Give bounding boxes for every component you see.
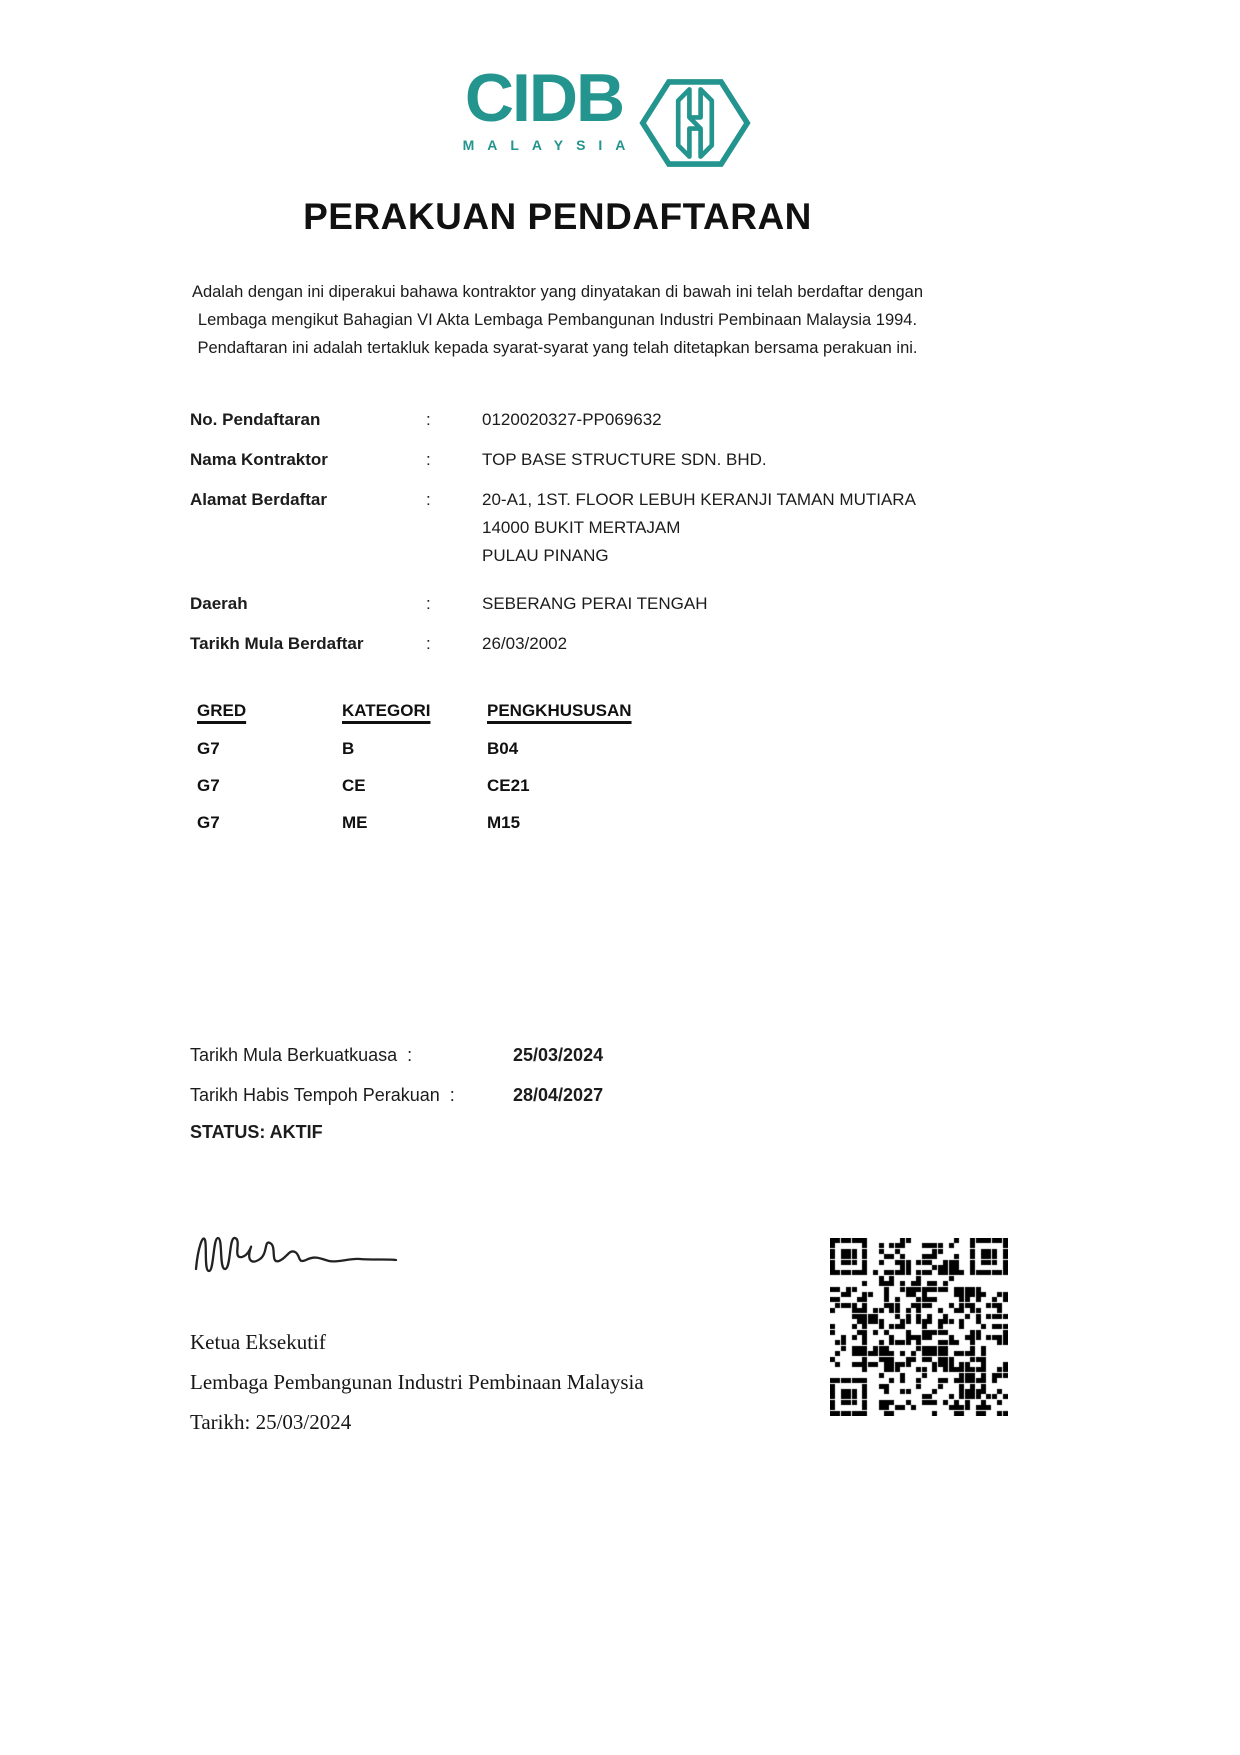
header-kategori: KATEGORI bbox=[342, 701, 431, 720]
header-gred: GRED bbox=[197, 701, 247, 720]
field-no-pendaftaran bbox=[190, 406, 1070, 434]
cidb-logo-text: CIDB bbox=[464, 60, 624, 136]
field-colon: : bbox=[426, 450, 431, 469]
cell-gred: G7 bbox=[197, 776, 220, 795]
field-nama-kontraktor bbox=[190, 446, 1070, 474]
intro-paragraph bbox=[0, 278, 1115, 362]
address-line-3: PULAU PINANG bbox=[482, 546, 609, 565]
field-label: Tarikh Mula Berdaftar bbox=[190, 634, 364, 653]
field-tarikh-habis-tempoh bbox=[190, 1080, 890, 1110]
footer-block bbox=[190, 1322, 644, 1442]
page-title: PERAKUAN PENDAFTARAN bbox=[303, 196, 812, 237]
cell-gred: G7 bbox=[197, 739, 220, 758]
table-row bbox=[197, 810, 897, 836]
field-label: No. Pendaftaran bbox=[190, 410, 321, 429]
field-alamat-berdaftar bbox=[190, 486, 1070, 570]
field-label: Nama Kontraktor bbox=[190, 450, 328, 469]
signature-scribble bbox=[190, 1228, 405, 1278]
field-value: TOP BASE STRUCTURE SDN. BHD. bbox=[482, 450, 767, 469]
field-label: Daerah bbox=[190, 594, 248, 613]
table-row bbox=[197, 736, 897, 762]
cidb-hexagon-icon bbox=[639, 76, 751, 170]
field-daerah bbox=[190, 590, 1070, 618]
table-row bbox=[197, 773, 897, 799]
header-pengkhususan: PENGKHUSUSAN bbox=[487, 701, 632, 720]
cell-kategori: B bbox=[342, 739, 355, 758]
status-badge: STATUS: AKTIF bbox=[190, 1122, 323, 1142]
field-colon: : bbox=[426, 634, 431, 653]
cell-pengkhususan: CE21 bbox=[487, 776, 530, 795]
grade-table bbox=[197, 698, 897, 847]
cidb-logo bbox=[0, 60, 1227, 170]
field-value: 26/03/2002 bbox=[482, 634, 568, 653]
cell-gred: G7 bbox=[197, 813, 220, 832]
cell-pengkhususan: B04 bbox=[487, 739, 519, 758]
field-value: 0120020327-PP069632 bbox=[482, 410, 662, 429]
field-value: 28/04/2027 bbox=[513, 1085, 604, 1105]
cell-kategori: ME bbox=[342, 813, 368, 832]
intro-line-3: Pendaftaran ini adalah tertakluk kepada syarat-syarat yang telah ditetapkan bersama perakuan ini. bbox=[197, 339, 918, 357]
field-colon: : bbox=[426, 490, 431, 509]
field-value bbox=[482, 486, 1070, 570]
signatory-title: Ketua Eksekutif bbox=[190, 1330, 326, 1354]
field-value: SEBERANG PERAI TENGAH bbox=[482, 594, 708, 613]
issue-date: Tarikh: 25/03/2024 bbox=[190, 1410, 352, 1434]
address-line-2: 14000 BUKIT MERTAJAM bbox=[482, 518, 681, 537]
field-tarikh-mula-berdaftar bbox=[190, 630, 1070, 658]
grade-table-header bbox=[197, 698, 897, 724]
intro-line-2: Lembaga mengikut Bahagian VI Akta Lembaga Pembangunan Industri Pembinaan Malaysia 1994. bbox=[197, 311, 918, 329]
intro-line-1: Adalah dengan ini diperakui bahawa kontraktor yang dinyatakan di bawah ini telah berdaftar dengan bbox=[191, 283, 924, 301]
cell-pengkhususan: M15 bbox=[487, 813, 521, 832]
field-label: Tarikh Habis Tempoh Perakuan : bbox=[190, 1085, 455, 1105]
qr-code bbox=[830, 1238, 1008, 1416]
field-colon: : bbox=[426, 410, 431, 429]
field-colon: : bbox=[426, 594, 431, 613]
field-label: Tarikh Mula Berkuatkuasa : bbox=[190, 1045, 413, 1065]
validity-section bbox=[190, 1040, 890, 1147]
field-tarikh-mula-berkuatkuasa bbox=[190, 1040, 890, 1070]
registration-fields bbox=[190, 406, 1070, 670]
field-value: 25/03/2024 bbox=[513, 1045, 604, 1065]
organization-name: Lembaga Pembangunan Industri Pembinaan Malaysia bbox=[190, 1370, 644, 1394]
field-label: Alamat Berdaftar bbox=[190, 490, 327, 509]
cell-kategori: CE bbox=[342, 776, 366, 795]
cidb-logo-subtext: MALAYSIA bbox=[462, 136, 639, 153]
address-line-1: 20-A1, 1ST. FLOOR LEBUH KERANJI TAMAN MUTIARA bbox=[482, 490, 916, 509]
